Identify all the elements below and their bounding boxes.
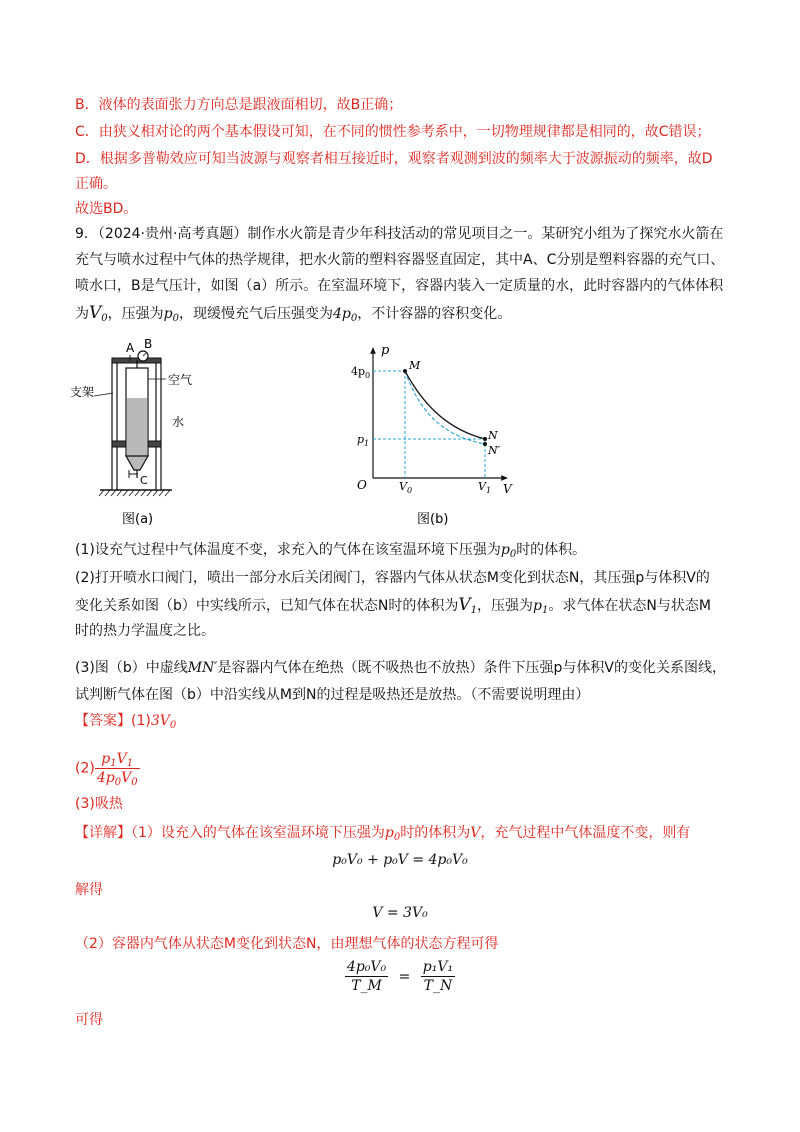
- equation-3: $\frac{\text{4p₀V₀}}{T\_M}$ = $\frac{\text{p₁V₁}}{T\_N}$: [346, 959, 454, 994]
- q9-line4: 为$V_0$，压强为$p_0$，现缓慢充气后压强变为$4p_0$，不计容器的容积变化。: [75, 303, 512, 324]
- label-air: 空气: [168, 373, 193, 387]
- sub-question-2-line2: 变化关系如图（b）中实线所示，已知气体在状态N时的体积为$V_1$，压强为$p_1$。求气体在状态N与状态M: [75, 595, 711, 616]
- q9-line3: 喷水口，B是气压计，如图（a）所示。在室温环境下，容器内装入一定质量的水，此时容器内的气体体积: [75, 278, 724, 294]
- label-a: A: [126, 341, 135, 355]
- q9-line2: 充气与喷水过程中气体的热学规律，把水火箭的塑料容器竖直固定，其中A、C分别是塑料容器的充气口、: [75, 252, 725, 268]
- axis-v-label: V: [503, 482, 512, 496]
- tick-v1: $V_1$: [478, 480, 492, 495]
- adiabatic-curve: [405, 371, 485, 444]
- sub-question-3-line2: 试判断气体在图（b）中沿实线从M到N的过程是吸热还是放热。（不需要说明理由）: [75, 687, 590, 703]
- equation-1: p₀V₀ + p₀V = 4p₀V₀: [332, 852, 468, 868]
- point-n-prime-label: N′: [488, 444, 501, 457]
- detail-line2: （2）容器内气体从状态M变化到状态N，由理想气体的状态方程可得: [75, 936, 499, 952]
- process-curve: [405, 371, 485, 439]
- label-b: B: [144, 338, 153, 351]
- figure-b-caption: 图(b): [417, 512, 449, 527]
- sub-question-2-line1: (2)打开喷水口阀门，喷出一部分水后关闭阀门，容器内气体从状态M变化到状态N，其压强p与体积V的: [75, 570, 710, 586]
- answer-2: (2) $\frac{p_1V_1}{4p_0V_0}$: [75, 751, 138, 788]
- tick-4p0: $4p_0$: [351, 365, 371, 380]
- point-m-label: M: [409, 359, 421, 372]
- detail-tag: 【详解】: [75, 825, 131, 841]
- point-n-label: N: [488, 429, 498, 442]
- equation-2: V = 3V₀: [372, 905, 428, 921]
- sub-question-3-line1: (3)图（b）中虚线MN′是容器内气体在绝热（既不吸热也不放热）条件下压强p与体积V的变化关系图线，: [75, 660, 726, 676]
- origin-label: O: [357, 478, 367, 492]
- sol8-option-d: D．根据多普勒效应可知当波源与观察者相互接近时，观察者观测到波的频率大于波源振动的频率，故D: [75, 151, 713, 167]
- figure-a-water-rocket: [70, 338, 210, 533]
- sol8-final: 故选BD。: [75, 201, 138, 217]
- figure-a-caption: 图(a): [122, 512, 154, 527]
- answer-2-fraction: $\frac{p_1V_1}{4p_0V_0}$: [96, 751, 138, 788]
- figure-b-pv-diagram: [345, 338, 530, 533]
- solve-label: 解得: [75, 882, 103, 898]
- keyi-label: 可得: [75, 1012, 103, 1028]
- detail-line1: 【详解】（1）设充入的气体在该室温环境下压强为$p_0$时的体积为V，充气过程中气体温度不变，则有: [75, 825, 691, 843]
- answer-1: 【答案】$(1)3V_0$: [75, 713, 177, 731]
- label-water: 水: [172, 415, 185, 429]
- axis-p-label: p: [381, 343, 390, 358]
- label-c: C: [140, 474, 148, 487]
- label-stand: 支架: [70, 385, 95, 399]
- sol8-option-c: C．由狭义相对论的两个基本假设可知，在不同的惯性参考系中，一切物理规律都是相同的，故C错误；: [75, 124, 711, 140]
- answer-3: (3)吸热: [75, 796, 123, 812]
- sub-question-2-line3: 时的热力学温度之比。: [75, 623, 215, 639]
- sol8-option-d-cont: 正确。: [75, 176, 117, 192]
- answer-tag: 【答案】: [75, 713, 131, 729]
- q9-line1: 9．（2024·贵州·高考真题）制作水火箭是青少年科技活动的常见项目之一。某研究小组为了探究水火箭在: [75, 226, 724, 242]
- sol8-option-b: B．液体的表面张力方向总是跟液面相切，故B正确；: [75, 97, 403, 113]
- tick-p1: $p_1$: [357, 433, 370, 448]
- sub-question-1: (1)设充气过程中气体温度不变，求充入的气体在该室温环境下压强为$p_0$时的体积。: [75, 542, 587, 560]
- tick-v0: $V_0$: [399, 480, 413, 495]
